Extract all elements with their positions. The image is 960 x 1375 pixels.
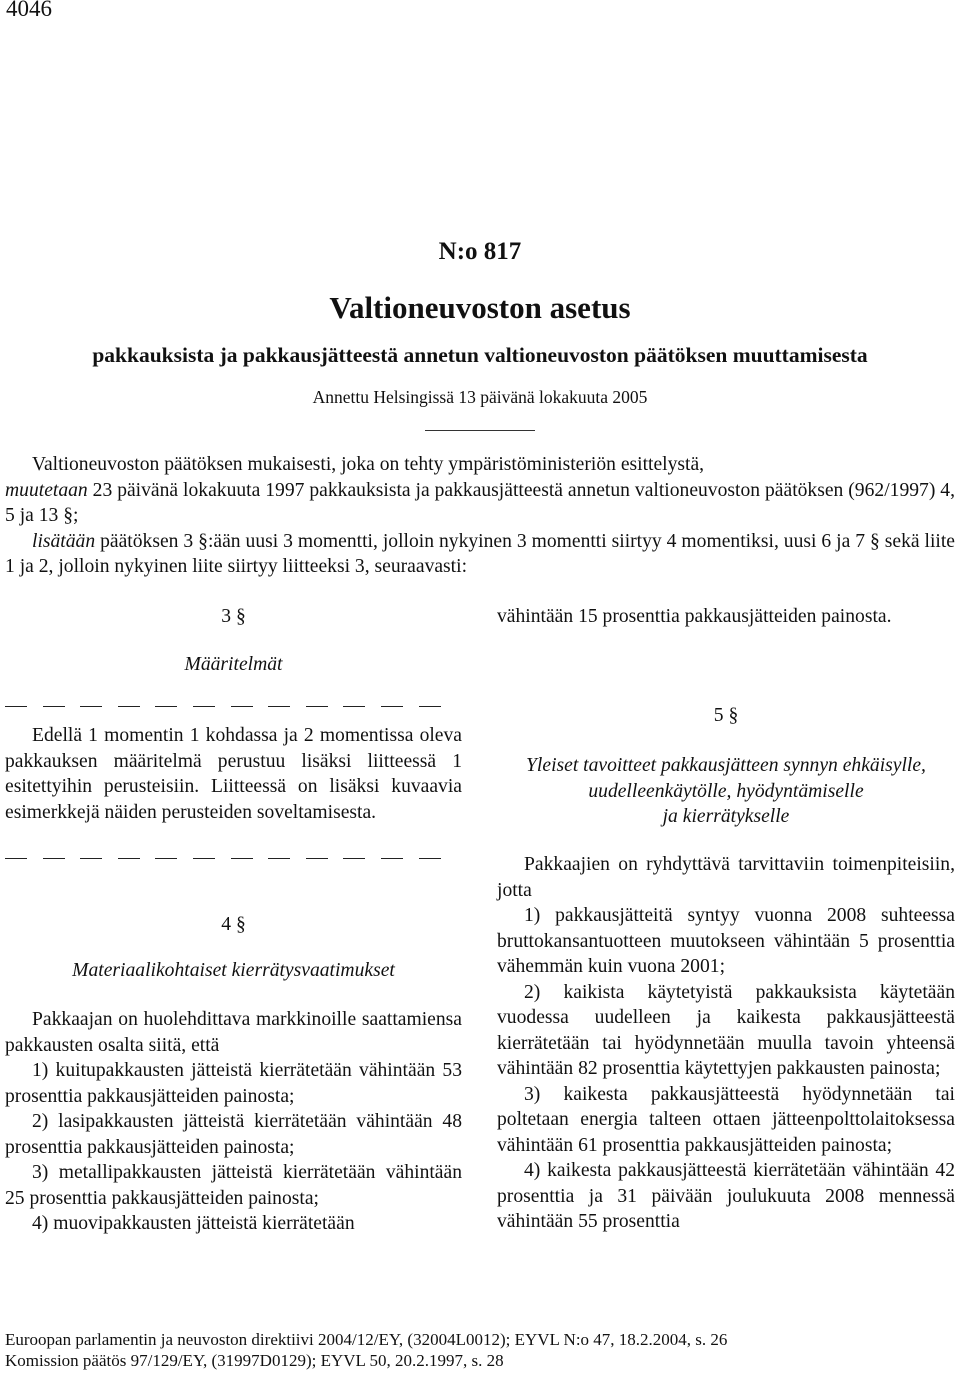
section-5-number: 5 §	[713, 705, 739, 726]
list-item: 3) kaikesta pakkausjätteestä hyödynnetään tai poltetaan energia talteen ottaen jätteenpolttolaitoksessa vähintään 61 prosenttia pakkausjätteiden painosta;	[497, 1083, 955, 1156]
list-item: 4) muovipakkausten jätteistä kierrätetään	[32, 1213, 355, 1234]
page-number: 4046	[6, 0, 52, 21]
list-item: 2) kaikista käytetyistä pakkauksista käytetään vuodessa uudelleen ja kaikesta pakkausjätteestä kierrätetään tai hyödynnetään muulla tavoin yhteensä vähintään 82 prosenttia käytettyjen pakkausten painosta;	[497, 981, 955, 1079]
keyword-muutetaan: muutetaan	[5, 479, 88, 501]
preamble-add	[5, 529, 955, 580]
footnote: Euroopan parlamentin ja neuvoston direktiivi 2004/12/EY, (32004L0012); EYVL N:o 47, 18.2.2004, s. 26	[5, 1330, 728, 1349]
section-5-heading: Yleiset tavoitteet pakkausjätteen synnyn ehkäisylle, uudelleenkäytölle, hyödyntämiselle ja kierrätykselle	[526, 755, 926, 827]
section-3-heading: Määritelmät	[184, 654, 283, 675]
preamble	[5, 452, 955, 580]
add-text: päätöksen 3 §:ään uusi 3 momentti, jolloin nykyinen 3 momentti siirtyy 4 momentiksi, uusi 6 ja 7 § sekä liite 1 ja 2, jolloin nykyinen liite siirtyy liitteeksi 3, seuraavasti:	[5, 530, 955, 577]
given-date: Annettu Helsingissä 13 päivänä lokakuuta 2005	[312, 387, 648, 407]
page-subtitle: pakkauksista ja pakkausjätteestä annetun valtioneuvoston päätöksen muuttamisesta	[92, 343, 868, 367]
section-5-body	[497, 852, 955, 1235]
section-3-number: 3 §	[221, 606, 246, 627]
list-item: 2) lasipakkausten jätteistä kierrätetään vähintään 48 prosenttia pakkausjätteiden painosta;	[5, 1111, 462, 1158]
footnotes	[5, 1330, 955, 1371]
title-divider	[425, 430, 535, 431]
section-5-intro: Pakkaajien on ryhdyttävä tarvittaviin toimenpiteisiin, jotta	[497, 854, 955, 901]
list-item: 1) kuitupakkausten jätteistä kierrätetään vähintään 53 prosenttia pakkausjätteiden painosta;	[5, 1060, 462, 1107]
section-3-text: Edellä 1 momentin 1 kohdassa ja 2 momentissa oleva pakkauksen määritelmä perustuu lisäksi liitteessä 1 esitettyihin perusteisiin. Liitteessä on lisäksi kuvaavia esimerkkejä näiden perusteiden soveltamisesta.	[5, 725, 462, 823]
section-4-intro: Pakkaajan on huolehdittava markkinoille saattamiensa pakkausten osalta siitä, että	[5, 1009, 462, 1056]
preamble-line: Valtioneuvoston päätöksen mukaisesti, joka on tehty ympäristöministeriön esittelystä,	[32, 454, 705, 475]
amend-text: 23 päivänä lokakuuta 1997 pakkauksista ja pakkausjätteestä annetun valtioneuvoston päätöksen (962/1997) 4, 5 ja 13 §;	[5, 479, 955, 526]
footnote: Komission päätös 97/129/EY, (31997D0129); EYVL 50, 20.2.1997, s. 28	[5, 1350, 504, 1370]
keyword-lisataan: lisätään	[32, 530, 96, 552]
omission-dashes-top	[5, 700, 462, 714]
section-4-number: 4 §	[221, 914, 246, 935]
list-item: 1) pakkausjätteitä syntyy vuonna 2008 suhteessa bruttokansantuotteen muutokseen vähintään 5 prosenttia vähemmän kuin vuona 2001;	[497, 905, 955, 977]
section-4-continuation: vähintään 15 prosenttia pakkausjätteiden painosta.	[497, 606, 892, 627]
list-item: 4) kaikesta pakkausjätteestä kierrätetään vähintään 42 prosenttia ja 31 päivään joulukuuta 2008 mennessä vähintään 55 prosenttia	[497, 1160, 955, 1232]
list-item: 3) metallipakkausten jätteistä kierrätetään vähintään 25 prosenttia pakkausjätteiden painosta;	[5, 1162, 462, 1209]
section-4-heading: Materiaalikohtaiset kierrätysvaatimukset	[72, 960, 395, 981]
omission-dashes-bottom	[5, 852, 462, 866]
statute-number: N:o 817	[438, 238, 522, 265]
page-title: Valtioneuvoston asetus	[329, 290, 631, 325]
preamble-amend	[5, 478, 955, 529]
section-4-body	[5, 1007, 462, 1237]
